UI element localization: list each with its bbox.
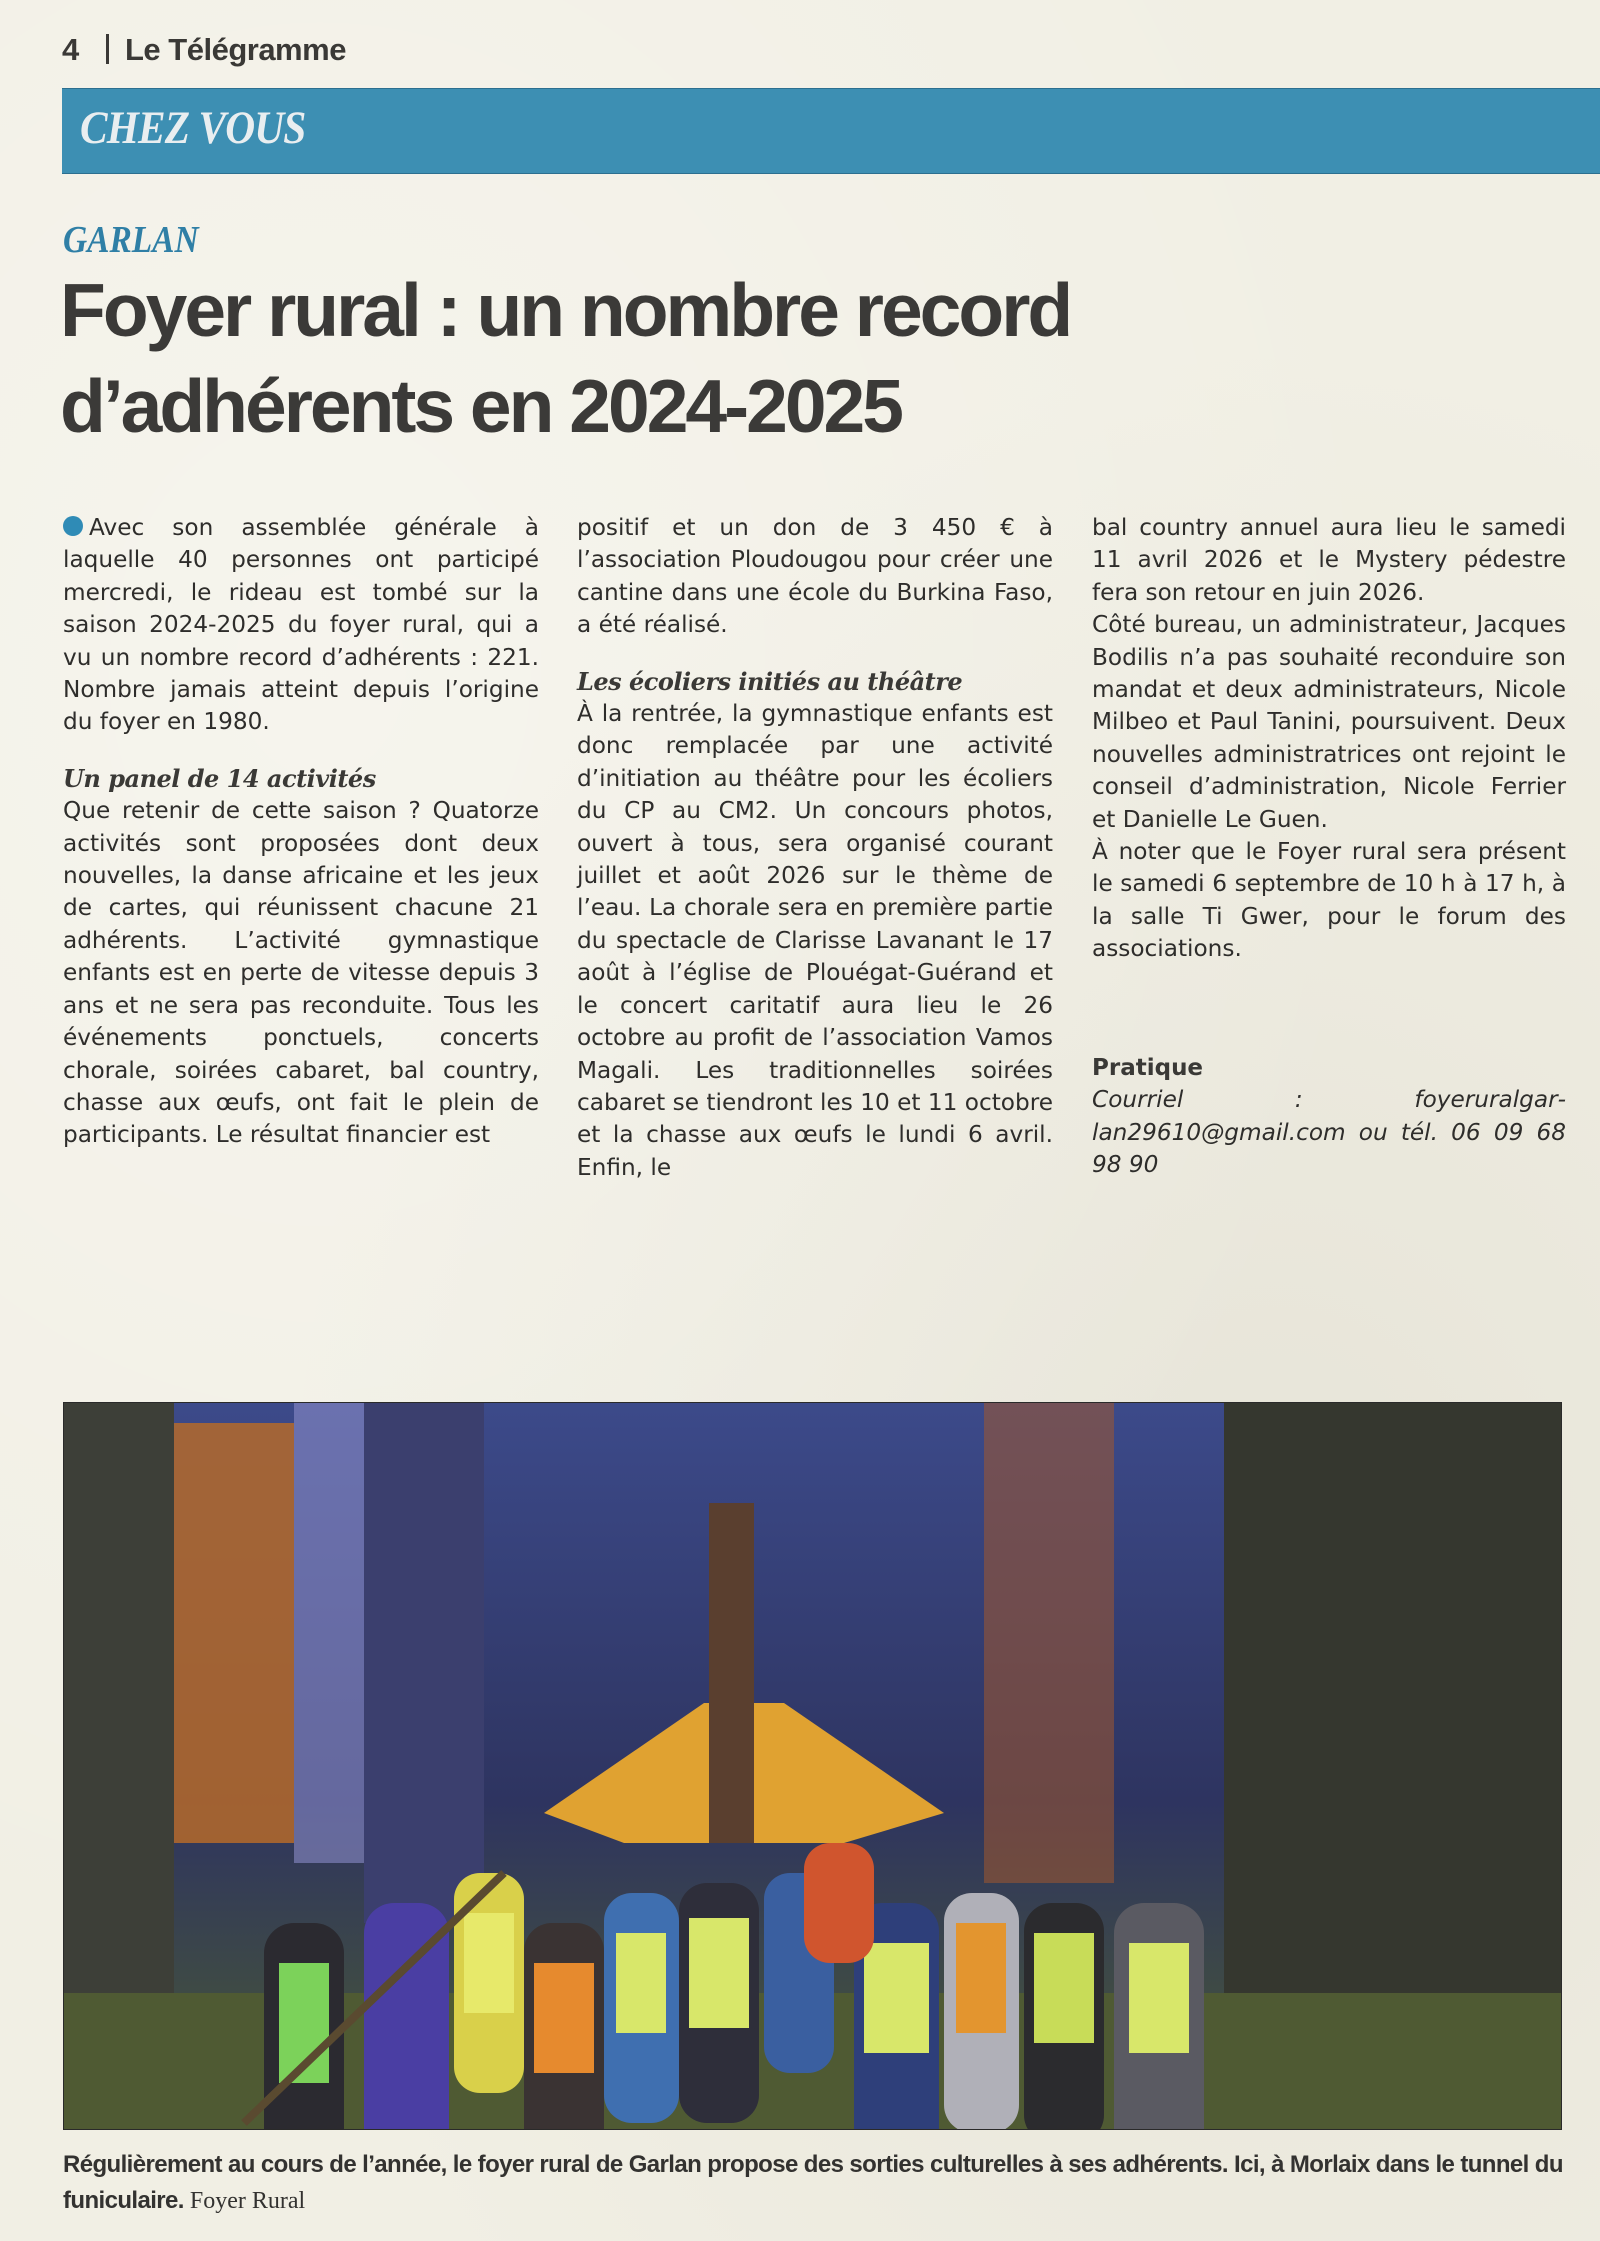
orange-light-left (174, 1423, 294, 1843)
publication-name: Le Télégramme (125, 32, 346, 67)
group-photo-illustration (64, 1403, 1561, 2129)
phone-number[interactable]: tél. 06 09 68 98 90 (1092, 1118, 1566, 1178)
folio-divider (106, 34, 109, 64)
pratique-title: Pratique (1092, 1054, 1204, 1081)
article-column-1 (63, 512, 539, 1152)
body-paragraph: À la rentrée, la gymnastique enfants est donc remplacée par une activité d’initiation au théâtre pour les écoliers du CP au CM2. Un concours photos, ouvert à tous, sera organisé courant juillet et août 2026 sur le thème de l’eau. La chorale sera en première partie du spectacle de Clarisse Lavanant le 17 août à l’église de Plouégat-Guérand et le concert caritatif aura lieu le 26 octobre au profit de l’association Vamos Magali. Les traditionnelles soirées cabaret se tiendront les 10 et 11 octobre et la chasse aux œufs le lundi 6 avril. Enfin, le (577, 700, 1053, 1181)
article-headline (60, 262, 1180, 454)
body-paragraph: Que retenir de cette saison ? Quatorze activités sont proposées dont deux nouvelles, la danse africaine et les jeux de cartes, qui réunissent chacune 21 adhérents. L’activité gymnastique enfants est en perte de vitesse depuis 3 ans et ne sera pas reconduite. Tous les événements ponctuels, concerts chorale, soirées cabaret, bal country, chasse aux œufs, ont fait le plein de participants. Le résultat financier est (63, 797, 539, 1149)
body-paragraph: bal country annuel aura lieu le samedi 11 avril 2026 et le Mystery pédestre fera son retour en juin 2026. (1092, 514, 1566, 606)
bullet-dot-icon (63, 516, 83, 536)
photo-caption (63, 2147, 1563, 2219)
body-paragraph: Côté bureau, un administrateur, Jacques Bodilis n’a pas souhaité reconduire son mandat et deux administrateurs, Nicole Milbeo et Paul Tanini, poursuivent. Deux nouvelles administratrices ont rejoint le conseil d’administration, Nicole Ferrier et Danielle Le Guen. (1092, 611, 1566, 833)
photo-credit: Foyer Rural (189, 2188, 306, 2214)
article-kicker: GARLAN (63, 219, 199, 261)
page-folio (62, 32, 346, 68)
or-text: ou (1358, 1118, 1388, 1146)
headline-line-2: d’adhérents en 2024-2025 (60, 364, 901, 448)
caption-text: Régulièrement au cours de l’année, le foyer rural de Garlan propose des sorties culturelles à ses adhérents. Ici, à Morlaix dans le tunnel du funiculaire. (63, 2151, 1563, 2214)
article-column-2 (577, 512, 1053, 1184)
email-label: Courriel : (1092, 1086, 1303, 1114)
email-link[interactable]: foyeruralgarlan29610@gmail.com (1092, 1086, 1566, 1146)
pillar-right (984, 1403, 1114, 1883)
pillar-left (364, 1403, 484, 1923)
purple-light (294, 1403, 364, 1863)
pratique-contact (1092, 1084, 1566, 1181)
lead-paragraph (63, 512, 539, 739)
section-title: CHEZ VOUS (80, 102, 306, 154)
section-banner (62, 88, 1600, 174)
subhead-theatre: Les écoliers initiés au théâtre (577, 666, 963, 696)
lead-text: Avec son assemblée générale à laquelle 40 personnes ont participé mercredi, le rideau est tombé sur la saison 2024-2025 du foyer rural, qui a vu un nombre record d’adhérents : 221. Nombre jamais atteint depuis l’origine du foyer en 1980. (63, 514, 539, 736)
subhead-activities: Un panel de 14 activités (63, 763, 376, 793)
body-paragraph: positif et un don de 3 450 € à l’association Ploudougou pour créer une cantine dans une école du Burkina Faso, a été réalisé. (577, 514, 1053, 639)
headline-line-1: Foyer rural : un nombre record (60, 268, 1071, 352)
statue (709, 1503, 754, 1843)
page-number: 4 (62, 32, 79, 67)
article-photo (63, 1402, 1562, 2130)
article-column-3 (1092, 512, 1566, 1181)
body-paragraph: À noter que le Foyer rural sera présent le samedi 6 septembre de 10 h à 17 h, à la salle Ti Gwer, pour le forum des associations. (1092, 838, 1566, 963)
